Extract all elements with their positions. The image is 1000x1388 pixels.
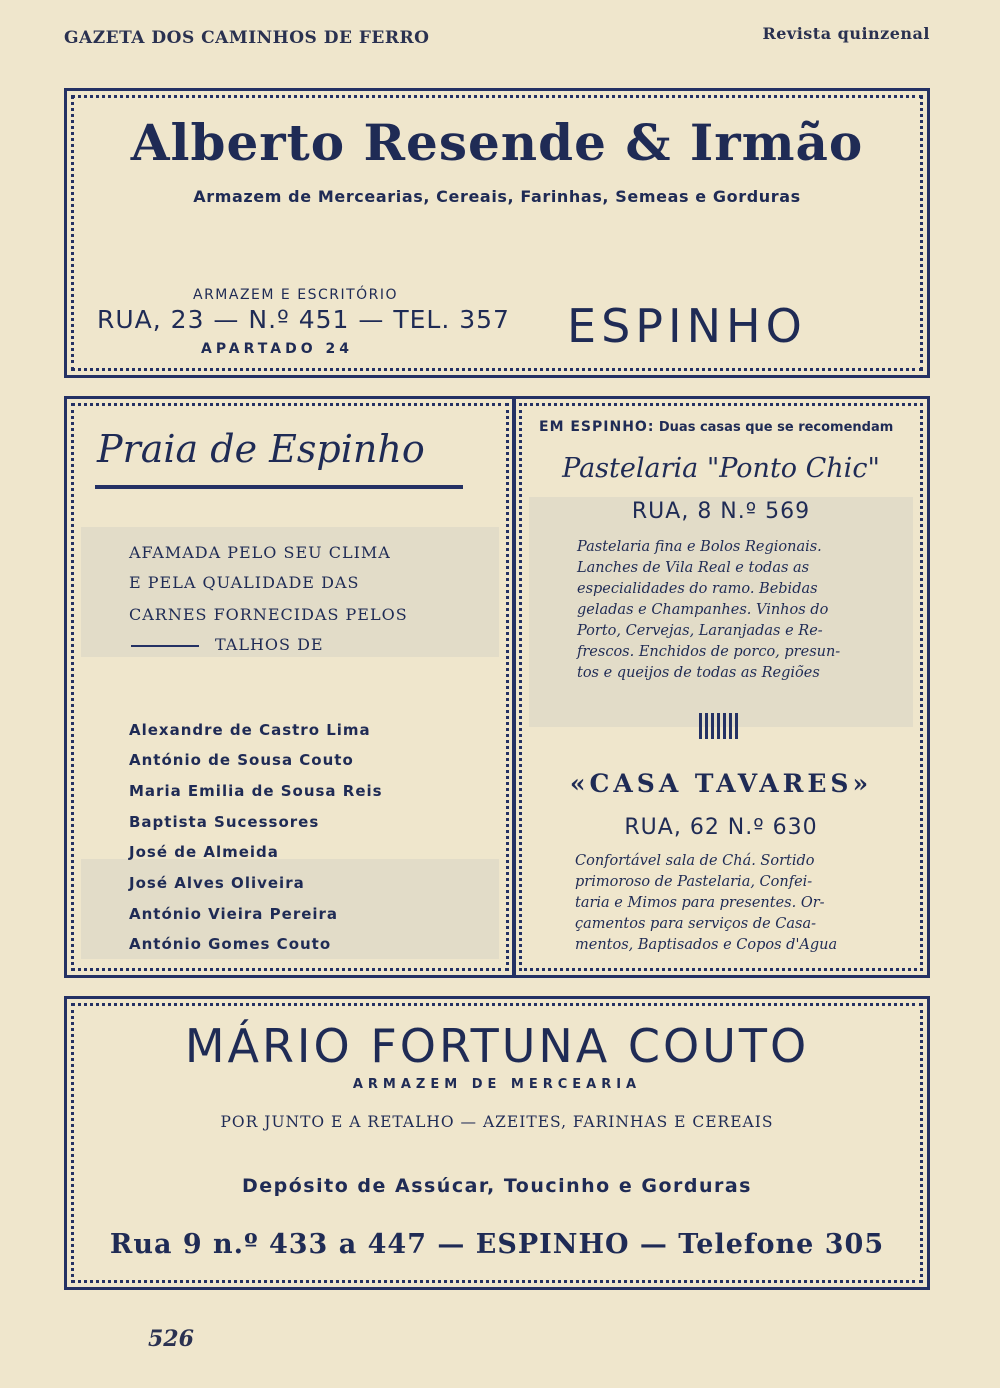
shop1-name: Pastelaria "Ponto Chic": [562, 453, 880, 484]
praia-intro-4: TALHOS DE: [215, 635, 324, 654]
shop2-desc-5: mentos, Baptisados e Copos d'Agua: [575, 937, 838, 953]
shop1-desc-2: Lanches de Vila Real e todas as: [577, 560, 810, 576]
resende-tagline: Armazem de Mercearias, Cereais, Farinhas, Semeas e Gorduras: [193, 187, 801, 206]
ad-espinho: [512, 396, 930, 978]
ad-praia: [64, 396, 516, 978]
journal-title: GAZETA DOS CAMINHOS DE FERRO: [64, 28, 430, 48]
mario-line2: Depósito de Assúcar, Toucinho e Gorduras: [242, 1175, 752, 1197]
praia-intro-3: CARNES FORNECIDAS PELOS: [129, 605, 408, 624]
praia-dash: [131, 645, 199, 647]
shop1-address: RUA, 8 N.º 569: [631, 499, 811, 524]
espinho-heading-bold: EM ESPINHO:: [539, 419, 655, 435]
shop2-desc-3: taria e Mimos para presentes. Or-: [575, 895, 825, 911]
shop2-name: «CASA TAVARES»: [569, 769, 873, 798]
resende-office-label: ARMAZEM E ESCRITÓRIO: [193, 287, 399, 303]
butcher-2: António de Sousa Couto: [129, 751, 354, 769]
shop2-desc-4: çamentos para serviços de Casa-: [575, 916, 817, 932]
mario-line1: POR JUNTO E A RETALHO — AZEITES, FARINHAS E CEREAIS: [220, 1113, 774, 1131]
shop2-desc-2: primoroso de Pastelaria, Confei-: [575, 874, 813, 890]
page-number: 526: [148, 1326, 194, 1352]
butcher-4: Baptista Sucessores: [129, 813, 320, 831]
shop1-desc-7: tos e queijos de todas as Regiões: [577, 665, 820, 681]
butcher-1: Alexandre de Castro Lima: [129, 721, 371, 739]
espinho-heading-rest: Duas casas que se recomendam: [658, 420, 894, 435]
shop2-desc: [575, 851, 837, 956]
espinho-heading: [539, 419, 893, 435]
shop1-desc-5: Porto, Cervejas, Laranjadas e Re-: [577, 623, 823, 639]
butcher-3: Maria Emilia de Sousa Reis: [129, 782, 383, 800]
butcher-list: [129, 717, 489, 957]
mario-subtitle: ARMAZEM DE MERCEARIA: [352, 1077, 642, 1092]
shop1-desc-6: frescos. Enchidos de porco, presun-: [577, 644, 841, 660]
ad-mario: [64, 996, 930, 1290]
resende-town: ESPINHO: [567, 299, 807, 353]
butcher-5: José de Almeida: [129, 843, 279, 861]
praia-underline: [95, 485, 463, 489]
journal-subtitle: Revista quinzenal: [762, 24, 930, 43]
divider-ornament: [699, 713, 739, 739]
ad-resende: [64, 88, 930, 378]
shop2-address: RUA, 62 N.º 630: [624, 815, 818, 840]
butcher-6: José Alves Oliveira: [129, 874, 305, 892]
resende-box: APARTADO 24: [201, 341, 353, 357]
shop1-desc-4: geladas e Champanhes. Vinhos do: [577, 602, 829, 618]
shop2-desc-1: Confortável sala de Chá. Sortido: [575, 853, 815, 869]
praia-title: Praia de Espinho: [97, 427, 425, 471]
resende-address: RUA, 23 — N.º 451 — TEL. 357: [97, 305, 510, 334]
praia-intro-2: E PELA QUALIDADE DAS: [129, 573, 360, 592]
shop1-desc-3: especialidades do ramo. Bebidas: [577, 581, 818, 597]
praia-intro-1: AFAMADA PELO SEU CLIMA: [129, 543, 391, 562]
mario-line3: Rua 9 n.º 433 a 447 — ESPINHO — Telefone 305: [109, 1229, 885, 1260]
shop1-desc-1: Pastelaria fina e Bolos Regionais.: [577, 539, 822, 555]
shop1-desc: [577, 537, 840, 684]
butcher-7: António Vieira Pereira: [129, 905, 339, 923]
mario-name: MÁRIO FORTUNA COUTO: [184, 1019, 810, 1073]
butcher-8: António Gomes Couto: [129, 935, 332, 953]
resende-name: Alberto Resende & Irmão: [130, 113, 864, 172]
